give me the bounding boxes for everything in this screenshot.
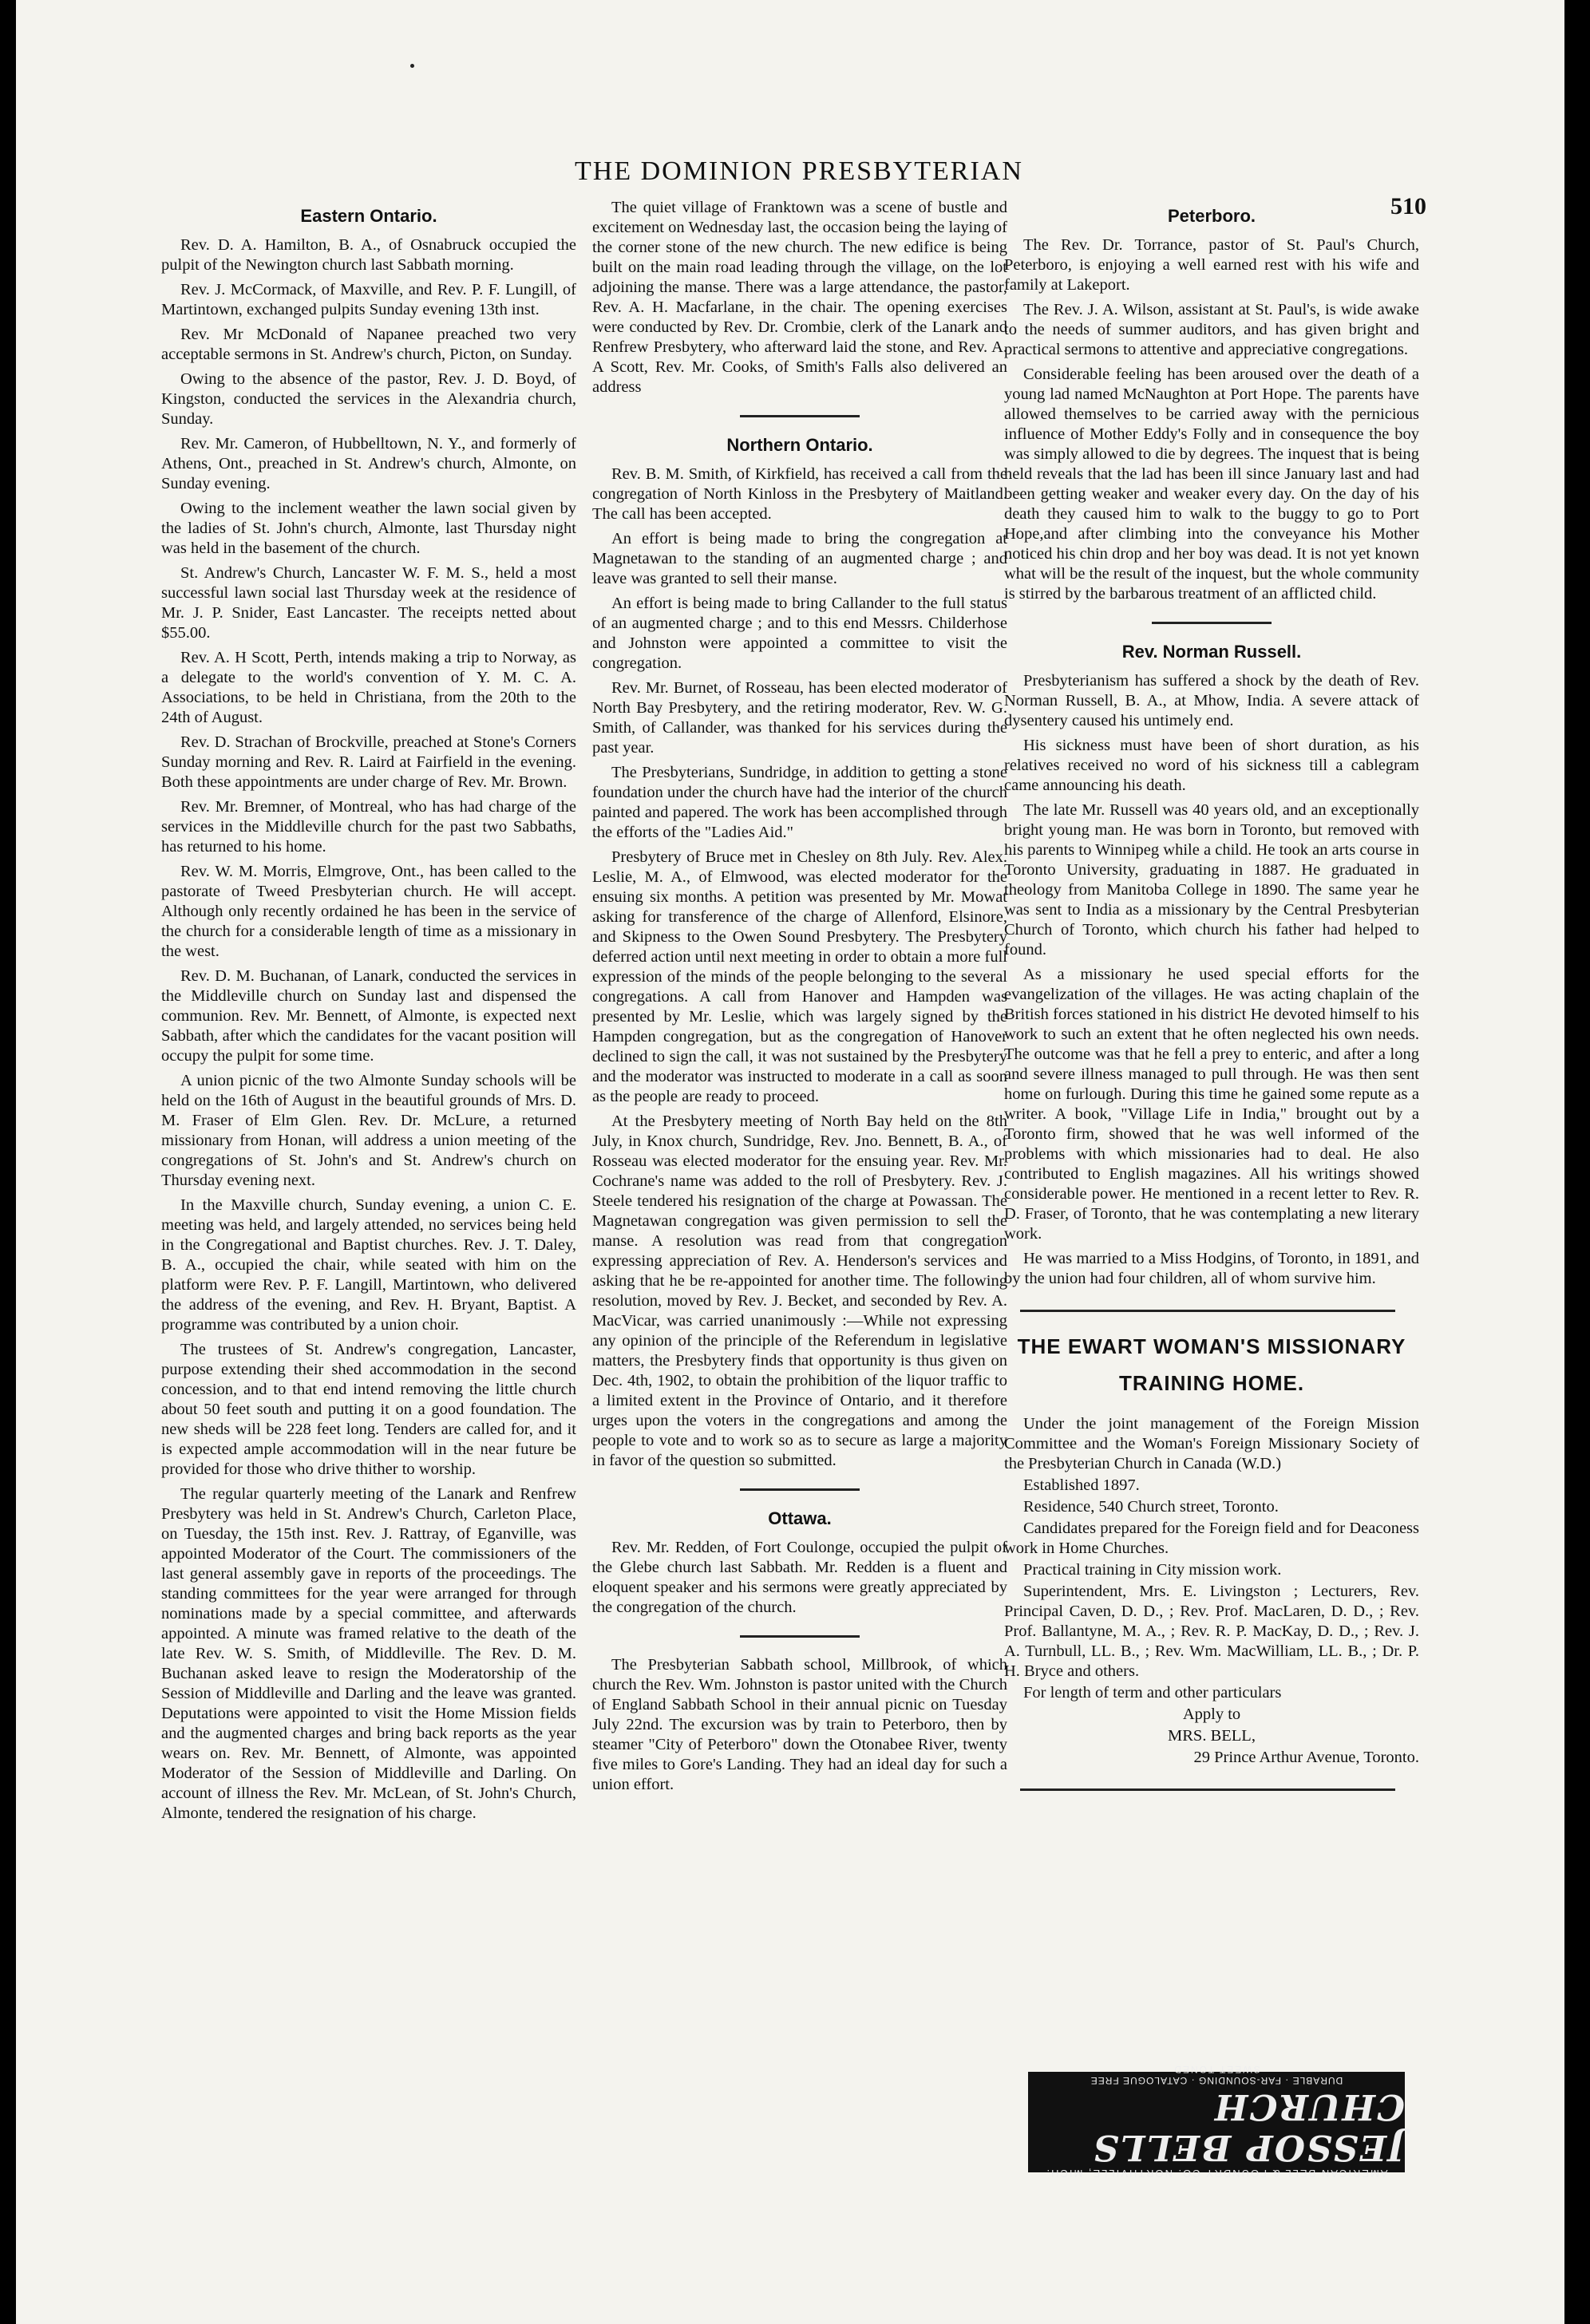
news-item-paragraph: Presbyterianism has suffered a shock by the death of Rev. Norman Russell, B. A., at Mhow, India. A severe attack of dysentery caused his untimely end.	[1004, 672, 1419, 729]
church-bells-advertisement	[1028, 2064, 1405, 2180]
peterboro-items	[1004, 235, 1419, 604]
news-item-paragraph: An effort is being made to bring Callander to the full status of an augmented charge ; and to this end Messrs. Childerhose and Johnston were appointed a committee to visit the congregation.	[592, 595, 1007, 672]
news-item-paragraph: Owing to the inclement weather the lawn social given by the ladies of St. John's church, Almonte, last Thursday night was held in the basement of the church.	[161, 500, 576, 557]
column-left	[161, 198, 576, 1828]
section-divider	[1152, 622, 1272, 624]
advertisement-title: THE EWART WOMAN'S MISSIONARY TRAINING HOME.	[1017, 1334, 1406, 1395]
bells-ad-bottom-text: SWEET TONED	[1173, 2064, 1260, 2076]
advertisement-contact-name: MRS. BELL,	[1168, 1727, 1256, 1745]
news-item-paragraph: He was married to a Miss Hodgins, of Toronto, in 1891, and by the union had four children, all of whom survive him.	[1004, 1250, 1419, 1287]
advertisement-apply-line: Apply to	[1182, 1705, 1241, 1723]
news-item-paragraph: Superintendent, Mrs. E. Livingston ; Lecturers, Rev. Principal Caven, D. D., ; Rev. Prof. MacLaren, D. D., ; Rev. Prof. Ballantyne, M. A., ; Rev. R. P. MacKay, D. D., ; Rev. J. A. Turnbull, LL. B., ; Rev. Wm. MacWilliam, LL. B., ; Dr. P. H. Bryce and others.	[1004, 1583, 1419, 1680]
news-item-paragraph: Rev. D. A. Hamilton, B. A., of Osnabruck occupied the pulpit of the Newington church last Sabbath morning.	[161, 236, 576, 274]
newspaper-page	[16, 0, 1564, 2324]
section-divider	[1020, 1310, 1395, 1312]
news-item-paragraph: Established 1897.	[1023, 1476, 1140, 1494]
section-divider	[1020, 1788, 1395, 1791]
section-divider	[740, 1488, 860, 1491]
northern-ontario-items	[592, 464, 1007, 1471]
bells-ad-inverted-content	[1028, 2064, 1405, 2180]
section-divider	[740, 1635, 860, 1638]
section-heading-norman-russell: Rev. Norman Russell.	[1121, 642, 1302, 662]
news-item-paragraph: His sickness must have been of short duration, as his relatives received no word of his sickness till a cablegram came announcing his death.	[1004, 737, 1419, 794]
section-divider	[740, 415, 860, 417]
news-item-paragraph: Rev. Mr. Cameron, of Hubbelltown, N. Y., and formerly of Athens, Ont., preached in St. Andrew's church, Almonte, on Sunday evening.	[161, 435, 576, 492]
news-item-paragraph: Rev. W. M. Morris, Elmgrove, Ont., has been called to the pastorate of Tweed Presbyterian church. He will accept. Although only recently ordained he has been in the service of the church for a considerable length of time as a missionary in the west.	[161, 863, 576, 960]
news-item-paragraph: Rev. Mr. Bremner, of Montreal, who has had charge of the services in the Middleville church for the past two Sabbaths, has returned to his home.	[161, 798, 576, 856]
eastern-ontario-items	[161, 235, 576, 1824]
page-number: 510	[1390, 193, 1426, 219]
news-item-paragraph: Rev. D. Strachan of Brockville, preached at Stone's Corners Sunday morning and Rev. R. Laird at Fairfield in the evening. Both these appointments are under charge of Rev. Mr. Brown.	[161, 733, 576, 791]
news-item-paragraph: Rev. B. M. Smith, of Kirkfield, has received a call from the congregation of North Kinloss in the Presbytery of Maitland. The call has been accepted.	[592, 465, 1007, 523]
franktown-paragraph: The quiet village of Franktown was a scene of bustle and excitement on Wednesday last, the occasion being the laying of the corner stone of the new church. The new edifice is being built on the main road leading through the village, on the lot adjoining the manse. There was a large attendance, the pastor, Rev. A. H. Macfarlane, in the chair. The opening exercises were conducted by Rev. Dr. Crombie, clerk of the Lanark and Renfrew Presbytery, who afterward laid the stone, and Rev. A. A Scott, Rev. Mr. Cooks, of Smith's Falls also delivered an address	[592, 199, 1007, 396]
news-item-paragraph: Considerable feeling has been aroused over the death of a young lad named McNaughton at Port Hope. The parents have allowed themselves to be carried away with the pernicious influence of Mother Eddy's Folly and in consequence the boy was simply allowed to die by degrees. The inquest that is being held reveals that the lad has been ill since January last and had been getting weaker and weaker every day. On the day of his death they caused him to walk to the buggy to go to Port Hope,and after climbing into the conveyance his Mother noticed his chin drop and her boy was dead. It is not yet known what will be the result of the inquest, but the whole community is stirred by the barbarous treatment of an afflicted child.	[1004, 366, 1419, 603]
news-item-paragraph: Rev. D. M. Buchanan, of Lanark, conducted the services in the Middleville church on Sunday last and dispensed the communion. Rev. Mr. Bennett, of Almonte, is expected next Sabbath, after which the candidates for the vacant position will occupy the pulpit for some time.	[161, 967, 576, 1065]
news-item-paragraph: The late Mr. Russell was 40 years old, and an exceptionally bright young man. He was born in Toronto, but removed with his parents to Winnipeg while a child. He took an arts course in Toronto University, graduating in 1887. He graduated in theology from Manitoba College in 1890. The same year he was sent to India as a missionary by the Central Presbyterian Church of Toronto, which church his father had helped to found.	[1004, 801, 1419, 958]
advertisement-paragraphs	[1004, 1414, 1419, 1703]
section-heading-eastern-ontario: Eastern Ontario.	[300, 206, 437, 226]
running-head: THE DOMINION PRESBYTERIAN	[575, 156, 1023, 186]
news-item-paragraph: At the Presbytery meeting of North Bay held on the 8th July, in Knox church, Sundridge, Rev. Jno. Bennett, B. A., of Rosseau was elected moderator for the ensuing year. Rev. Mr. Cochrane's name was added to the roll of Presbytery. Rev. J. Steele tendered his resignation of the charge at Powassan. The Magnetawan congregation was given permission to sell the manse. A resolution was read from that congregation expressing appreciation of Rev. A. Henderson's services and asking that he be re-appointed for another time. The following resolution, moved by Rev. J. Becket, and seconded by Rev. A. MacVicar, was carried unanimously :—While not expressing any opinion of the principle of the Referendum in legislative matters, the Presbytery finds that opportunity is thus given on Dec. 4th, 1902, to obtain the prohibition of the liquor traffic to a limited extent in the Province of Ontario, and it therefore urges upon the voters in the congregations and among the people to vote and to work so as to secure as large a majority in favor of the question so submitted.	[592, 1113, 1007, 1469]
bells-ad-side-text: DURABLE · FAR-SOUNDING · CATALOGUE FREE	[1090, 2075, 1343, 2087]
news-item-paragraph: Rev. J. McCormack, of Maxville, and Rev. P. F. Lungill, of Martintown, exchanged pulpits Sunday evening 13th inst.	[161, 281, 576, 318]
news-item-paragraph: The Rev. J. A. Wilson, assistant at St. Paul's, is wide awake to the needs of summer auditors, and has given bright and practical sermons to attentive and appreciative congregations.	[1004, 301, 1419, 358]
news-item-paragraph: An effort is being made to bring the congregation at Magnetawan to the standing of an augmented charge ; and leave was granted to sell their manse.	[592, 530, 1007, 587]
advertisement-contact-address: 29 Prince Arthur Avenue, Toronto.	[1193, 1749, 1419, 1766]
news-item-paragraph: St. Andrew's Church, Lancaster W. F. M. S., held a most successful lawn social last Thursday week at the residence of Mr. J. P. Snider, East Lancaster. The receipts netted about $55.00.	[161, 564, 576, 642]
news-item-paragraph: Candidates prepared for the Foreign field and for Deaconess work in Home Churches.	[1004, 1520, 1419, 1557]
norman-russell-items	[1004, 671, 1419, 1289]
news-item-paragraph: The trustees of St. Andrew's congregation, Lancaster, purpose extending their shed accommodation in the second concession, and to that end intend removing the little church about 50 feet south and putting it on a good foundation. The new sheds will be 228 feet long. Tenders are called for, and it is expected ample accommodation will in the near future be provided for those who drive thither to worship.	[161, 1341, 576, 1478]
news-item-paragraph: Practical training in City mission work.	[1023, 1561, 1282, 1579]
section-heading-ottawa: Ottawa.	[768, 1508, 832, 1528]
news-item-paragraph: Rev. Mr. Burnet, of Rosseau, has been elected moderator of North Bay Presbytery, and the retiring moderator, Rev. W. G. Smith, of Callander, was thanked for his services during the past year.	[592, 679, 1007, 757]
section-heading-peterboro: Peterboro.	[1167, 206, 1256, 226]
news-item-paragraph: Presbytery of Bruce met in Chesley on 8th July. Rev. Alex. Leslie, M. A., of Elmwood, was elected moderator for the ensuing six months. A petition was presented by Mr. Mowat asking for transference of the charge of Allenford, Elsinore, and Skipness to the Owen Sound Presbytery. The Presbytery deferred action until next meeting in order to obtain a more full expression of the minds of the people belonging to the several congregations. A call from Hanover and Hampden was presented by Mr. Leslie, which was largely signed by the Hampden congregation, but as the congregation of Hanover declined to sign the call, it was not sustained by the Presbytery and the moderator was instructed to moderate in a call as soon as the people are ready to proceed.	[592, 848, 1007, 1105]
news-item-paragraph: In the Maxville church, Sunday evening, a union C. E. meeting was held, and largely attended, no services being held in the Congregational and Baptist churches. Rev. J. T. Daley, B. A., occupied the chair, while seated with him on the platform were Rev. P. F. Langill, Martintown, who delivered the address of the evening, and Rev. H. Bryant, Baptist. A programme was contributed by a union choir.	[161, 1196, 576, 1334]
ewart-training-home-advertisement	[1004, 1328, 1419, 1768]
millbrook-paragraph: The Presbyterian Sabbath school, Millbrook, of which church the Rev. Wm. Johnston is pastor united with the Church of England Sabbath School in their annual picnic on Tuesday July 22nd. The excursion was by train to Peterboro, then by steamer "City of Peterboro" down the Otonabee River, twenty five miles to Gore's Landing. They had an ideal day for such a union effort.	[592, 1656, 1007, 1793]
news-item-paragraph: Rev. A. H Scott, Perth, intends making a trip to Norway, as a delegate to the world's convention of Y. M. C. A. Associations, to be held in Christiana, from the 20th to the 24th of August.	[161, 649, 576, 726]
news-item-paragraph: Rev. Mr McDonald of Napanee preached two very acceptable sermons in St. Andrew's church, Picton, on Sunday.	[161, 326, 576, 363]
news-item-paragraph: The Presbyterians, Sundridge, in addition to getting a stone foundation under the church have had the interior of the church painted and papered. The work has been accomplished through the efforts of the "Ladies Aid."	[592, 764, 1007, 841]
column-right	[1004, 198, 1419, 1807]
print-speck	[410, 64, 414, 68]
news-item-paragraph: Owing to the absence of the pastor, Rev. J. D. Boyd, of Kingston, conducted the services in the Alexandria church, Sunday.	[161, 370, 576, 428]
column-middle	[592, 198, 1007, 1800]
bells-ad-maker-line: AMERICAN BELL & FOUNDRY CO. NORTHVILLE, MICH.	[1045, 2168, 1388, 2180]
news-item-paragraph: A union picnic of the two Almonte Sunday schools will be held on the 16th of August in the beautiful grounds of Mrs. D. M. Fraser of Elm Glen. Rev. Dr. McLure, a returned missionary from Honan, will address a union meeting of the congregations of St. John's and St. Andrew's church on Thursday evening next.	[161, 1072, 576, 1189]
news-item-paragraph: As a missionary he used special efforts for the evangelization of the villages. He was acting chaplain of the British forces stationed in his district He devoted himself to his work to such an extent that he often neglected his own needs. The outcome was that he fell a prey to enteric, and after a long and severe illness managed to pull through. He was then sent home on furlough. During this time he gained some repute as a writer. A book, "Village Life in India," brought out by a Toronto firm, showed that he was well informed of the problems with which missionaries had to deal. He also contributed to English magazines. All his writings showed considerable power. He mentioned in a recent letter to Rev. R. D. Fraser, of Toronto, that he was contemplating a new literary work.	[1004, 966, 1419, 1243]
news-item-paragraph: Rev. Mr. Redden, of Fort Coulonge, occupied the pulpit of the Glebe church last Sabbath. Mr. Redden is a fluent and eloquent speaker and his sermons were greatly appreciated by the congregation of the church.	[592, 1539, 1007, 1616]
news-item-paragraph: Under the joint management of the Foreign Mission Committee and the Woman's Foreign Missionary Society of the Presbyterian Church in Canada (W.D.)	[1004, 1415, 1419, 1472]
ottawa-items	[592, 1538, 1007, 1618]
news-item-paragraph: For length of term and other particulars	[1023, 1684, 1282, 1702]
news-item-paragraph: Residence, 540 Church street, Toronto.	[1023, 1498, 1279, 1516]
news-item-paragraph: The regular quarterly meeting of the Lanark and Renfrew Presbytery was held in St. Andrew's Church, Carleton Place, on Tuesday, the 15th inst. Rev. J. Rattray, of Eganville, was appointed Moderator of the Court. The commissioners of the last general assembly gave in reports of the proceedings. The standing committees for the year were arranged for through nominations made by a special committee, and afterwards appointed. A minute was framed relative to the death of the late Rev. W. S. Smith, of Middleville. The Rev. D. M. Buchanan asked leave to resign the Moderatorship of the Session of Middleville and Darling and the leave was granted. Deputations were appointed to visit the Home Mission fields and the augmented charges and bring back reports as the year wears on. Rev. Mr. Bennett, of Almonte, was appointed Moderator of the Session of Middleville and Darling. On account of illness the Rev. Mr. McLean, of St. John's Church, Almonte, tendered the resignation of his charge.	[161, 1485, 576, 1822]
news-item-paragraph: The Rev. Dr. Torrance, pastor of St. Paul's Church, Peterboro, is enjoying a well earned rest with his wife and family at Lakeport.	[1004, 236, 1419, 294]
bells-ad-main-text: JESSOP BELLS CHURCH	[1091, 2086, 1405, 2168]
section-heading-northern-ontario: Northern Ontario.	[726, 435, 873, 455]
